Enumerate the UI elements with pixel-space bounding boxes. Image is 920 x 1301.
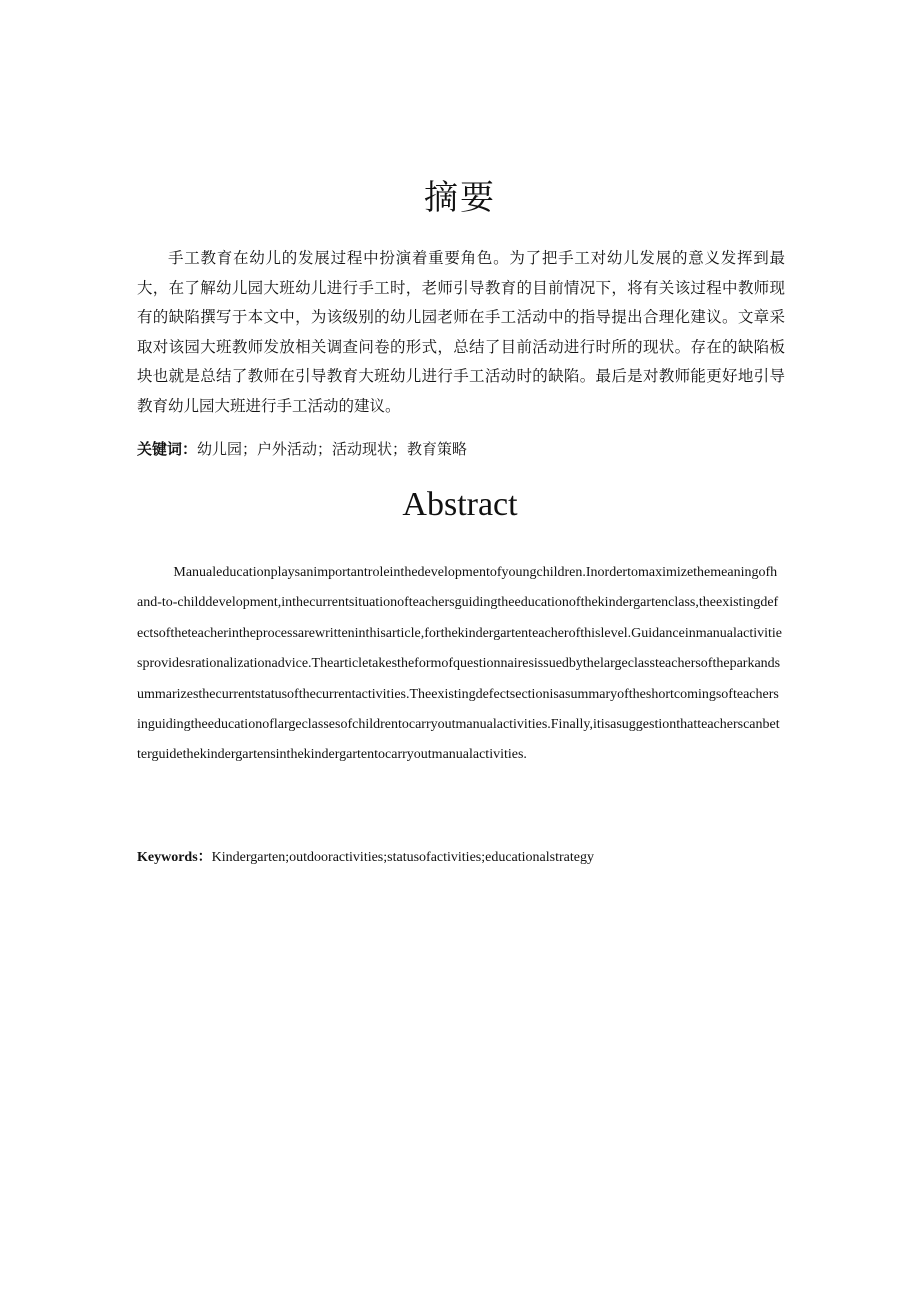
english-keywords-label: Keywords： — [137, 850, 212, 865]
chinese-keywords-value: 幼儿园；户外活动；活动现状；教育策略 — [197, 440, 468, 458]
english-abstract-title: Abstract — [402, 486, 518, 523]
chinese-abstract-title: 摘要 — [424, 178, 496, 218]
english-abstract-body: Manualeducationplaysanimportantroleinthedevelopmentofyoungchildren.Inordertomaximizethemeaningofhand-to-childdevelopment,inthecurrentsituationofteachersguidingtheeducationofthekindergartenclass,theexistingdefectsoftheteacherintheprocessarewritteninthisarticle,forthekindergartenteacherofthislevel.Guidanceinmanualactivitiesprovidesrationalizationadvice.Thearticletakestheformofquestionnairesissuedbythelargeclassteachersoftheparkandsummarizesthecurrentstatusofthecurrentactivities.Theexistingdefectsectionisasummaryoftheshortcomingsofteachersinguidingtheeducationoflargeclassesofchildrentocarryoutmanualactivities.Finally,itisasuggestionthatteacherscanbetterguidethekindergartensinthekindergartentocarryoutmanualactivities. — [137, 565, 783, 763]
english-keywords — [137, 846, 785, 866]
chinese-keywords — [137, 438, 785, 459]
chinese-abstract-body: 手工教育在幼儿的发展过程中扮演着重要角色。为了把手工对幼儿发展的意义发挥到最大，在了解幼儿园大班幼儿进行手工时，老师引导教育的目前情况下，将有关该过程中教师现有的缺陷撰写于本文中，为该级别的幼儿园老师在手工活动中的指导提出合理化建议。文章采取对该园大班教师发放相关调查问卷的形式，总结了目前活动进行时所的现状。存在的缺陷板块也就是总结了教师在引导教育大班幼儿进行手工活动时的缺陷。最后是对教师能更好地引导教育幼儿园大班进行手工活动的建议。 — [137, 249, 785, 415]
chinese-keywords-label: 关键词： — [137, 440, 198, 458]
english-keywords-value: Kindergarten;outdooractivities;statusofactivities;educationalstrategy — [211, 850, 594, 865]
